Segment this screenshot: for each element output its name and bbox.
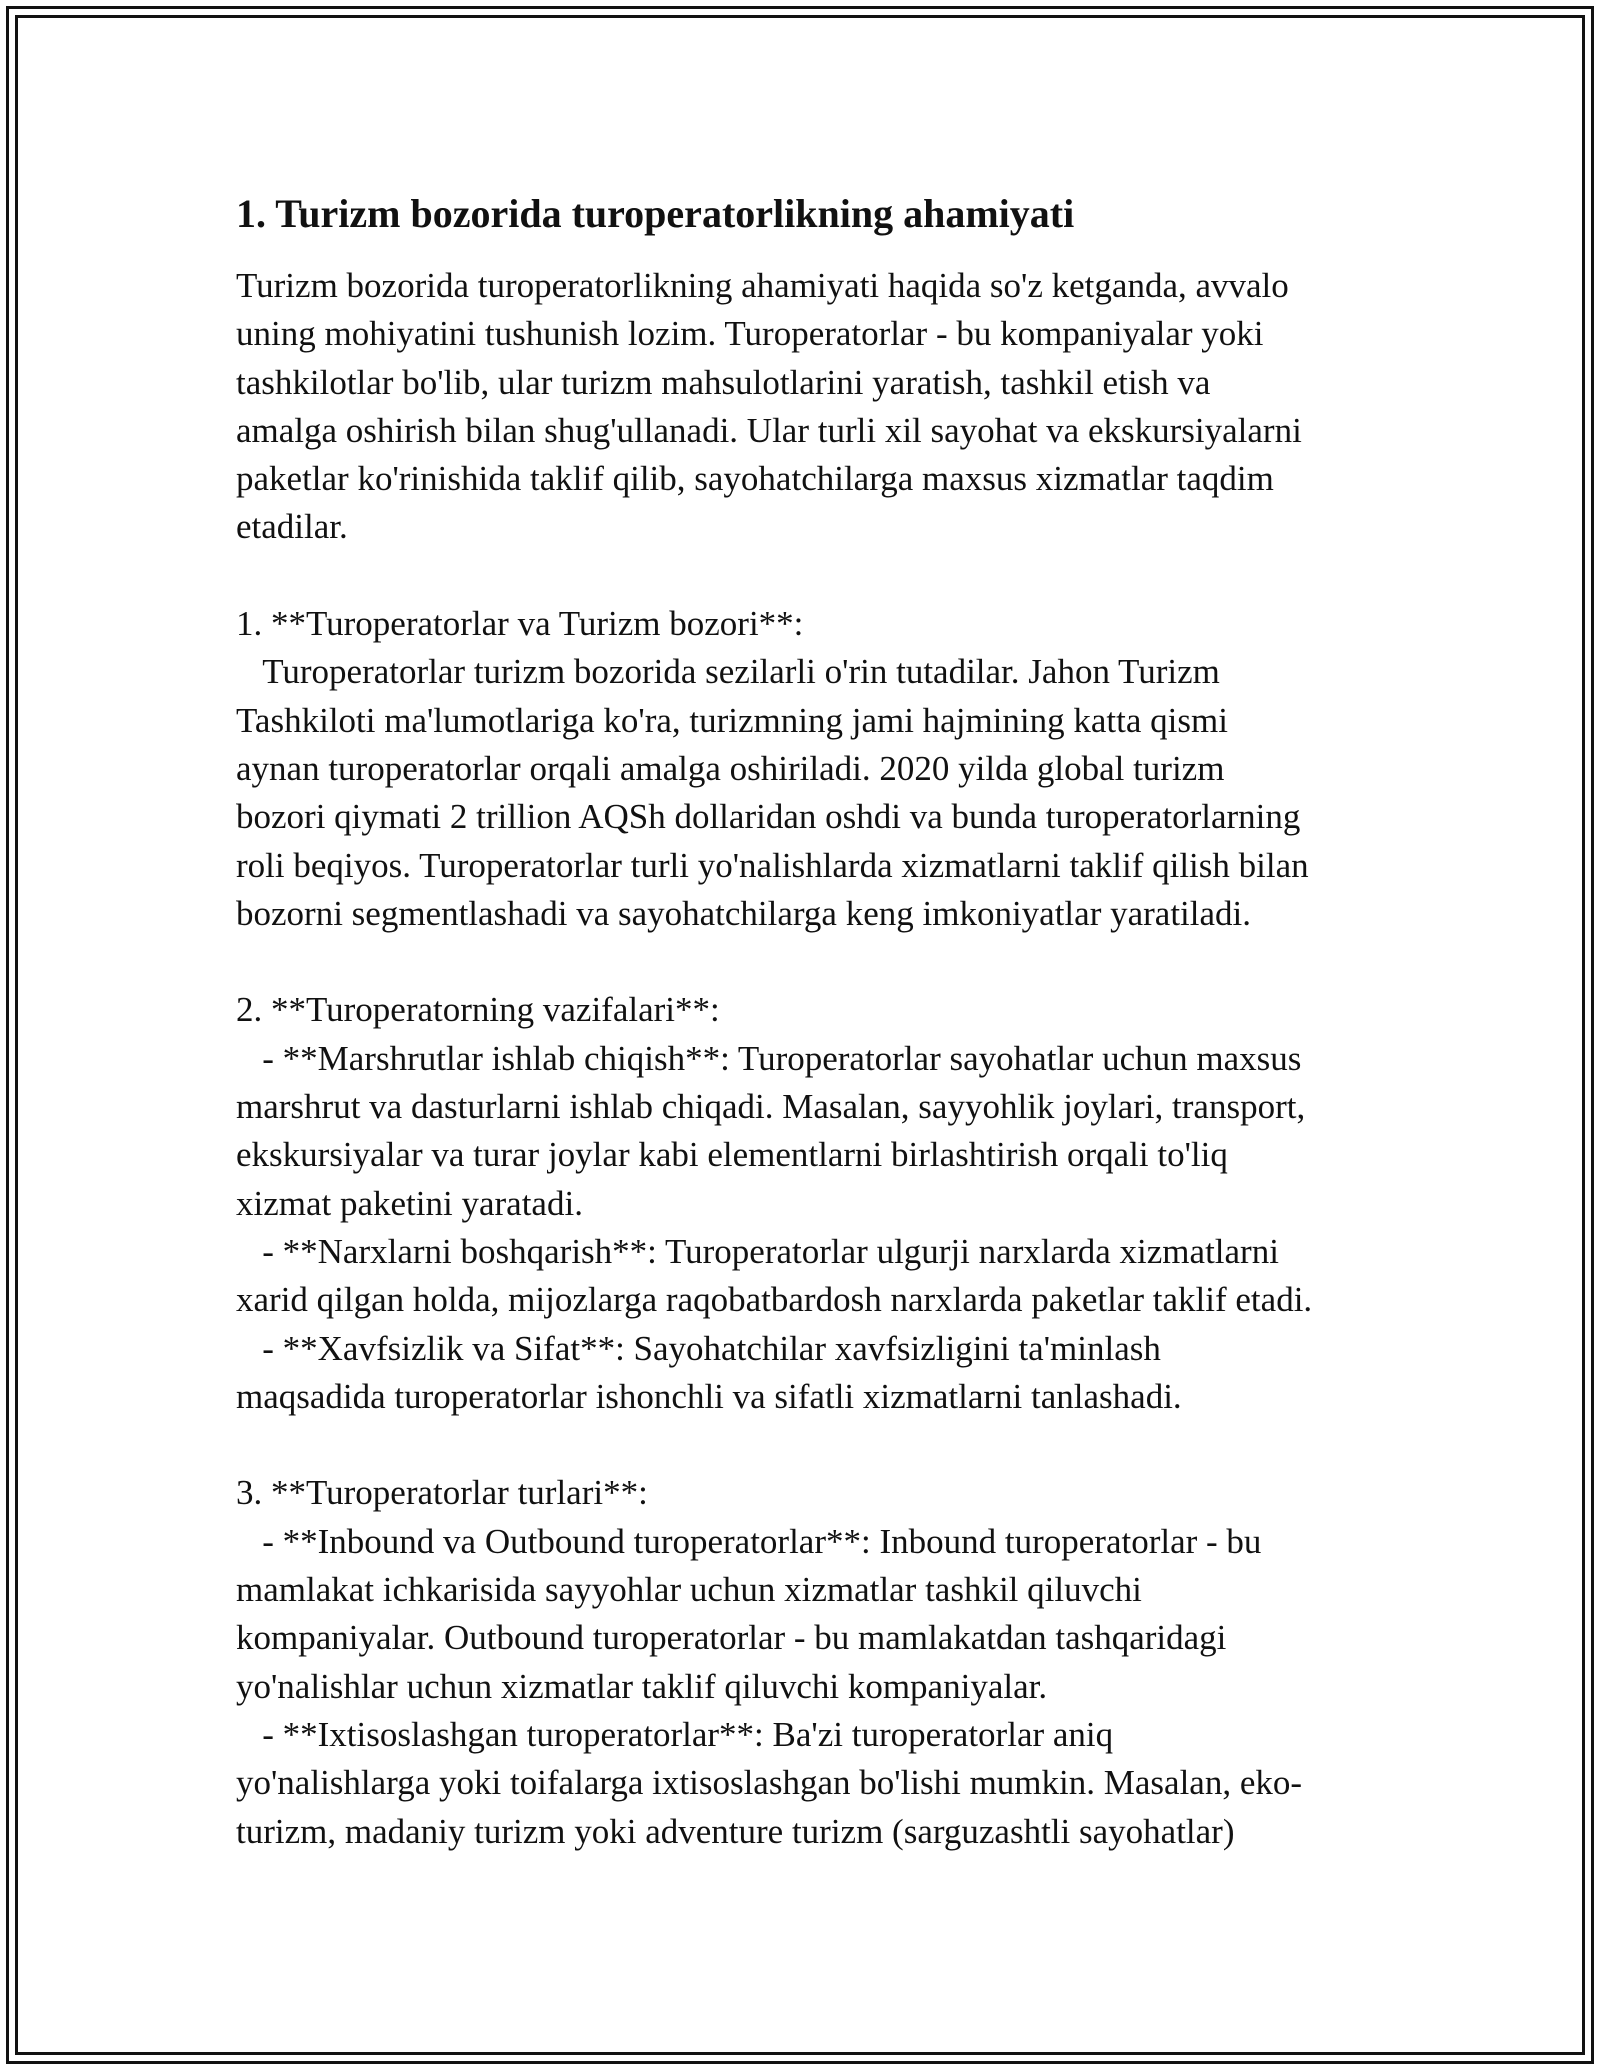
section-2-item-safety: - **Xavfsizlik va Sifat**: Sayohatchilar xavfsizligini ta'minlash maqsadida turoperatorlar ishonchli va sifatli xizmatlarni tanlashadi. xyxy=(236,1328,1182,1416)
intro-paragraph: Turizm bozorida turoperatorlikning ahamiyati haqida so'z ketganda, avvalo uning mohiyatini tushunish lozim. Turoperatorlar - bu kompaniyalar yoki tashkilotlar bo'lib, ular turizm mahsulotlarini yaratish, tashkil etish va amalga oshirish bilan shug'ullanadi. Ular turli xil sayohat va ekskursiyalarni paketlar ko'rinishida taklif qilib, sayohatchilarga maxsus xizmatlar taqdim etadilar. xyxy=(236,266,1302,547)
section-2-title: 2. **Turoperatorning vazifalari**: xyxy=(236,990,720,1030)
section-3-item-inbound-outbound: - **Inbound va Outbound turoperatorlar**: Inbound turoperatorlar - bu mamlakat ichkarisida sayyohlar uchun xizmatlar tashkil qiluvchi kompaniyalar. Outbound turoperatorlar - bu mamlakatdan tashqaridagi yo'nalishlar uchun xizmatlar taklif qiluvchi kompaniyalar. xyxy=(236,1521,1262,1706)
paragraph-gap xyxy=(236,552,1386,600)
section-3-item-specialized: - **Ixtisoslashgan turoperatorlar**: Ba'zi turoperatorlar aniq yo'nalishlarga yoki toifalarga ixtisoslashgan bo'lishi mumkin. Masalan, eko- turizm, madaniy turizm yoki adventure turizm (sarguzashtli sayohatlar) xyxy=(236,1714,1303,1851)
paragraph-gap xyxy=(236,938,1386,986)
section-3-title: 3. **Turoperatorlar turlari**: xyxy=(236,1473,648,1513)
section-1-body: Turoperatorlar turizm bozorida sezilarli o'rin tutadilar. Jahon Turizm Tashkiloti ma'lumotlariga ko'ra, turizmning jami hajmining katta qismi aynan turoperatorlar orqali amalga oshiriladi. 2020 yilda global turizm bozori qiymati 2 trillion AQSh dollaridan oshdi va bunda turoperatorlarning roli beqiyos. Turoperatorlar turli yo'nalishlarda xizmatlarni taklif qilish bilan bozorni segmentlashadi va sayohatchilarga keng imkoniyatlar yaratiladi. xyxy=(236,652,1309,933)
section-2-item-pricing: - **Narxlarni boshqarish**: Turoperatorlar ulgurji narxlarda xizmatlarni xarid qilgan holda, mijozlarga raqobatbardosh narxlarda paketlar taklif etadi. xyxy=(236,1231,1313,1320)
paragraph-gap xyxy=(236,1421,1386,1469)
section-1-title: 1. **Turoperatorlar va Turizm bozori**: xyxy=(236,604,804,644)
document-page xyxy=(236,188,1386,1856)
document-heading: 1. Turizm bozorida turoperatorlikning ahamiyati xyxy=(236,191,1075,236)
section-2-item-routes: - **Marshrutlar ishlab chiqish**: Turoperatorlar sayohatlar uchun maxsus marshrut va dasturlarni ishlab chiqadi. Masalan, sayyohlik joylari, transport, ekskursiyalar va turar joylar kabi elementlarni birlashtirish orqali to'liq xizmat paketini yaratadi. xyxy=(236,1038,1306,1223)
